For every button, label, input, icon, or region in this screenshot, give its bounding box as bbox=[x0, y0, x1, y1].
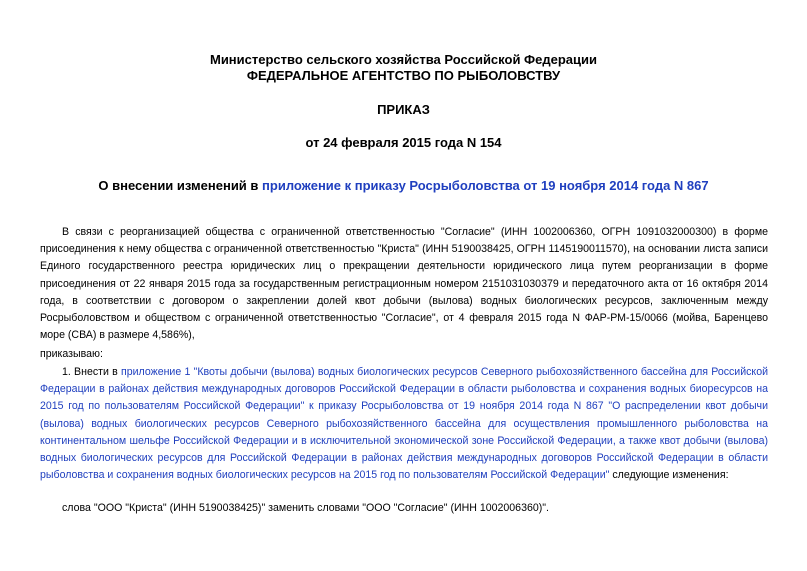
title-link[interactable]: приложение к приказу Росрыболовства от 19 ноября 2014 года N 867 bbox=[262, 178, 709, 193]
order-date: от 24 февраля 2015 года N 154 bbox=[305, 135, 502, 150]
title-prefix: О внесении изменений в bbox=[98, 178, 263, 193]
order-label: ПРИКАЗ bbox=[377, 102, 430, 117]
prikazyvayu-text: приказываю: bbox=[40, 348, 103, 360]
item-1-suffix: следующие изменения: bbox=[609, 469, 729, 482]
preamble-paragraph: В связи с реорганизацией общества с ограниченной ответственностью "Согласие" (ИНН 1002006360, ОГРН 1091032000300) в форме присоединения к нему общества с ограниченной ответственностью "Криста" (ИНН 5190038425, ОГРН 1145190011570), на основании листа записи Единого государственного реестра юридических лиц о прекращении деятельности юридического лица путем реорганизации в форме присоединения от 22 января 2015 года за государственным регистрационным номером 2151031030379 и передаточного акта от 16 октября 2014 года, в соответствии с договором о закреплении долей квот добычи (вылова) водных биологических ресурсов, заключенным между Росрыболовством и обществом с ограниченной ответственностью "Согласие", от 4 февраля 2015 года N ФАР-РМ-15/0066 (мойва, Баренцево море (СВА) в размере 4,586%), bbox=[40, 226, 768, 342]
item-1-paragraph bbox=[40, 364, 768, 484]
ministry-name: Министерство сельского хозяйства Российской Федерации bbox=[209, 52, 597, 67]
item-1-link[interactable]: приложение 1 "Квоты добычи (вылова) водных биологических ресурсов Северного рыбохозяйственного бассейна для Российской Федерации в районах действия международных договоров Российской Федерации в области рыболовства и сохранения водных биоресурсов на 2015 год по пользователям Российской Федерации" к приказу Росрыболовства от 19 ноября 2014 года N 867 "О распределении квот добычи (вылова) водных биологических ресурсов Северного рыбохозяйственного бассейна для осуществления промышленного рыболовства на континентальном шельфе Российской Федерации и в исключительной экономической зоне Российской Федерации, а также квот добычи (вылова) водных биологических ресурсов для Российской Федерации в районах действия международных договоров Российской Федерации в области рыболовства и сохранения водных биологических ресурсов на 2015 год по пользователям Российской Федерации" bbox=[40, 366, 768, 482]
replacement-paragraph: слова "ООО "Криста" (ИНН 5190038425)" заменить словами "ООО "Согласие" (ИНН 1002006360)". bbox=[62, 502, 549, 514]
agency-name: ФЕДЕРАЛЬНОЕ АГЕНТСТВО ПО РЫБОЛОВСТВУ bbox=[246, 68, 561, 83]
item-1-prefix: 1. Внести в bbox=[62, 366, 121, 378]
document-title bbox=[0, 178, 807, 194]
